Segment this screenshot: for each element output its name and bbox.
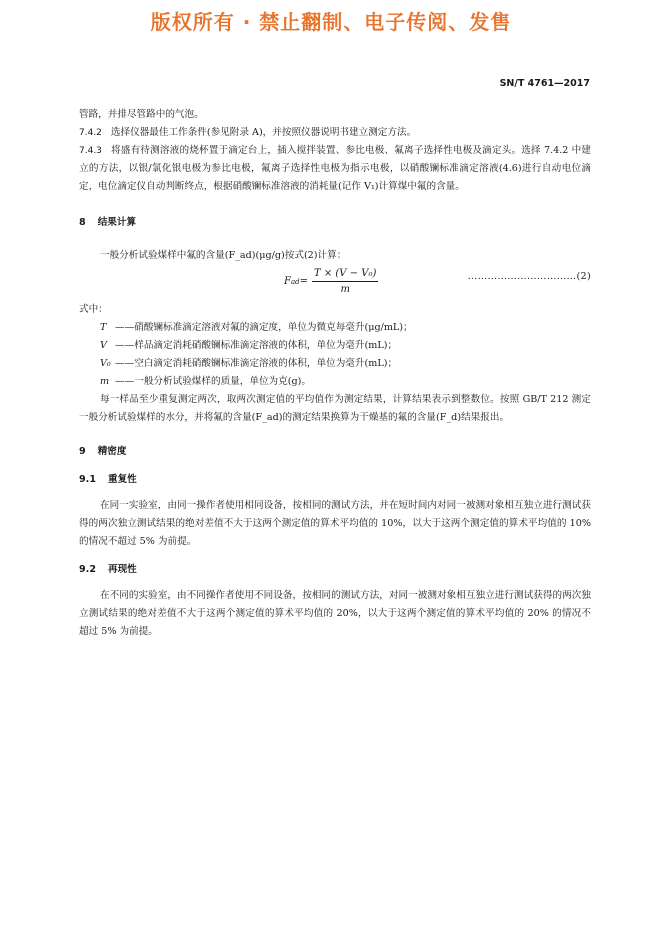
clause-number: 7.4.3 (79, 146, 102, 156)
definition-T: T ——硝酸镧标准滴定溶液对氟的滴定度，单位为微克每毫升(μg/mL)； (100, 322, 413, 333)
where-label: 式中： (79, 304, 108, 315)
clause-number: 7.4.2 (79, 128, 102, 138)
repeatability-text: 在同一实验室，由同一操作者使用相同设备，按相同的测试方法，并在短时间内对同一被测对象相互独立进行测试获得的两次独立测试结果的绝对差值不大于这两个测定值的算术平均值的 10%，以大于这两个测定值的算术平均值的 10% 的情况不超过 5% 为前提。 (79, 500, 591, 547)
definition-V: V ——样品滴定消耗硝酸镧标准滴定溶液的体积，单位为毫升(mL)； (100, 340, 398, 351)
section-9-heading: 9 精密度 (79, 446, 127, 457)
result-conclusion: 每一样品至少重复测定两次，取两次测定值的平均值作为测定结果，计算结果表示到整数位。按照 GB/T 212 测定一般分析试验煤样的水分，并将氟的含量(F_ad)的测定结果换算为干燥基的氟的含量(F_d)结果报出。 (79, 394, 591, 423)
continued-paragraph: 管路，并排尽管路中的气泡。 (79, 109, 204, 120)
formula-2 (79, 265, 591, 301)
clause-7-4-2 (79, 124, 591, 142)
formula-denominator: m (340, 284, 350, 295)
formula-number: ……………………………(2) (467, 271, 591, 282)
document-body (79, 106, 591, 641)
clause-7-4-3 (79, 142, 591, 196)
formula-expression: F ad = $\frac{\text{T × (V − V₀)}}{m}$ (284, 268, 377, 295)
copyright-watermark: 版权所有 · 禁止翻制、电子传阅、发售 (150, 10, 512, 34)
definition-m: m ——一般分析试验煤样的质量，单位为克(g)。 (100, 376, 311, 387)
reproducibility-text: 在不同的实验室，由不同操作者使用不同设备，按相同的测试方法，对同一被测对象相互独立进行测试获得的两次独立测试结果的绝对差值不大于这两个测定值的算术平均值的 20%，以大于这两个测定值的算术平均值的 20% 的情况不超过 5% 为前提。 (79, 590, 591, 637)
formula-intro: 一般分析试验煤样中氟的含量(F_ad)(μg/g)按式(2)计算： (100, 250, 347, 261)
section-8-heading: 8 结果计算 (79, 217, 137, 228)
section-9-2-heading: 9.2 再现性 (79, 564, 137, 575)
clause-text: 选择仪器最佳工作条件(参见附录 A)，并按照仪器说明书建立测定方法。 (110, 127, 417, 138)
section-9-1-heading: 9.1 重复性 (79, 474, 137, 485)
formula-fraction (312, 267, 378, 297)
standard-code: SN/T 4761—2017 (499, 78, 590, 89)
formula-numerator: T × (V − V₀) (312, 267, 378, 282)
clause-text: 将盛有待测溶液的烧杯置于滴定台上，插入搅拌装置、参比电极、氟离子选择性电极及滴定头。选择 7.4.2 中建立的方法，以银/氯化银电极为参比电极，氟离子选择性电极为指示电极，以硝酸镧标准滴定溶液(4.6)进行自动电位滴定，电位滴定仪自动判断终点，根据硝酸镧标准溶液的消耗量(记作 V₁)计算煤中氟的含量。 (79, 145, 591, 192)
definition-V0: V₀ ——空白滴定消耗硝酸镧标准滴定溶液的体积，单位为毫升(mL)； (100, 358, 398, 369)
